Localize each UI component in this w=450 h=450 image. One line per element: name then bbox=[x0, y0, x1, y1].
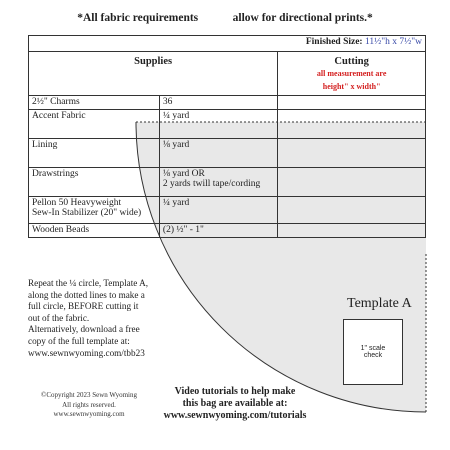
cutting-cell bbox=[278, 96, 426, 110]
item-cell bbox=[29, 197, 160, 224]
item-cell: Lining bbox=[29, 139, 160, 168]
instruction-line: Alternatively, download a free bbox=[28, 324, 140, 335]
template-url: www.sewnwyoming.com/tbb23 bbox=[28, 347, 145, 358]
fabric-requirements-note bbox=[0, 12, 450, 24]
cutting-note-line1: all measurement are bbox=[316, 69, 387, 78]
finished-size-cell bbox=[29, 36, 426, 52]
copyright-line: ©Copyright 2023 Sewn Wyoming bbox=[41, 391, 137, 399]
cutting-note-line2: height" x width" bbox=[322, 82, 381, 91]
header-row bbox=[29, 52, 426, 96]
amount-cell: ¼ yard bbox=[159, 110, 277, 139]
scale-line1: 1" scale bbox=[360, 345, 386, 352]
table-row bbox=[29, 197, 426, 224]
item-cell: Drawstrings bbox=[29, 168, 160, 197]
cutting-cell bbox=[278, 168, 426, 197]
header-left-text: *All fabric requirements bbox=[77, 12, 199, 24]
cutting-header: Cutting bbox=[334, 56, 369, 67]
video-line: this bag are available at: bbox=[182, 398, 288, 409]
item-cell: Wooden Beads bbox=[29, 224, 160, 238]
instructions-text bbox=[28, 278, 178, 359]
video-line: Video tutorials to help make bbox=[174, 386, 296, 397]
finished-size-label: Finished Size: bbox=[305, 37, 363, 47]
instruction-line: copy of the full template at: bbox=[28, 335, 130, 346]
cutting-header-cell bbox=[278, 52, 426, 96]
amount-cell bbox=[159, 168, 277, 197]
template-label: Template A bbox=[347, 296, 412, 311]
finished-size-value: 11½"h x 7½"w bbox=[364, 37, 422, 47]
cutting-cell bbox=[278, 139, 426, 168]
table-row bbox=[29, 224, 426, 238]
supplies-table bbox=[28, 35, 426, 238]
cutting-cell bbox=[278, 224, 426, 238]
item-cell: 2½" Charms bbox=[29, 96, 160, 110]
table-row bbox=[29, 96, 426, 110]
video-url: www.sewnwyoming.com/tutorials bbox=[163, 410, 307, 421]
scale-check-box bbox=[343, 319, 403, 385]
finished-size-row bbox=[29, 36, 426, 52]
copyright-block bbox=[24, 391, 154, 420]
amount-cell: (2) ½" - 1" bbox=[159, 224, 277, 238]
scale-line2: check bbox=[363, 352, 383, 359]
cutting-cell bbox=[278, 197, 426, 224]
copyright-line: All rights reserved. bbox=[62, 400, 116, 409]
supplies-header: Supplies bbox=[29, 52, 278, 96]
instruction-line: along the dotted lines to make a bbox=[28, 289, 145, 300]
cutting-cell bbox=[278, 110, 426, 139]
instruction-line: out of the fabric. bbox=[28, 312, 90, 323]
amount-cell: 36 bbox=[159, 96, 277, 110]
table-row bbox=[29, 110, 426, 139]
amount-line: ⅛ yard OR bbox=[162, 169, 205, 179]
instruction-line: full circle, BEFORE cutting it bbox=[28, 301, 139, 312]
amount-cell: ⅛ yard bbox=[159, 139, 277, 168]
item-line: Sew-In Stabilizer (20" wide) bbox=[32, 208, 142, 218]
instruction-line: Repeat the ¼ circle, Template A, bbox=[28, 278, 149, 288]
table-row bbox=[29, 139, 426, 168]
video-tutorials-note bbox=[150, 386, 320, 422]
item-cell: Accent Fabric bbox=[29, 110, 160, 139]
item-line: Pellon 50 Heavyweight bbox=[32, 198, 122, 208]
copyright-url: www.sewnwyoming.com bbox=[53, 410, 125, 418]
amount-line: 2 yards twill tape/cording bbox=[162, 179, 261, 189]
header-right-text: allow for directional prints.* bbox=[232, 12, 373, 24]
table-row bbox=[29, 168, 426, 197]
amount-cell: ¼ yard bbox=[159, 197, 277, 224]
